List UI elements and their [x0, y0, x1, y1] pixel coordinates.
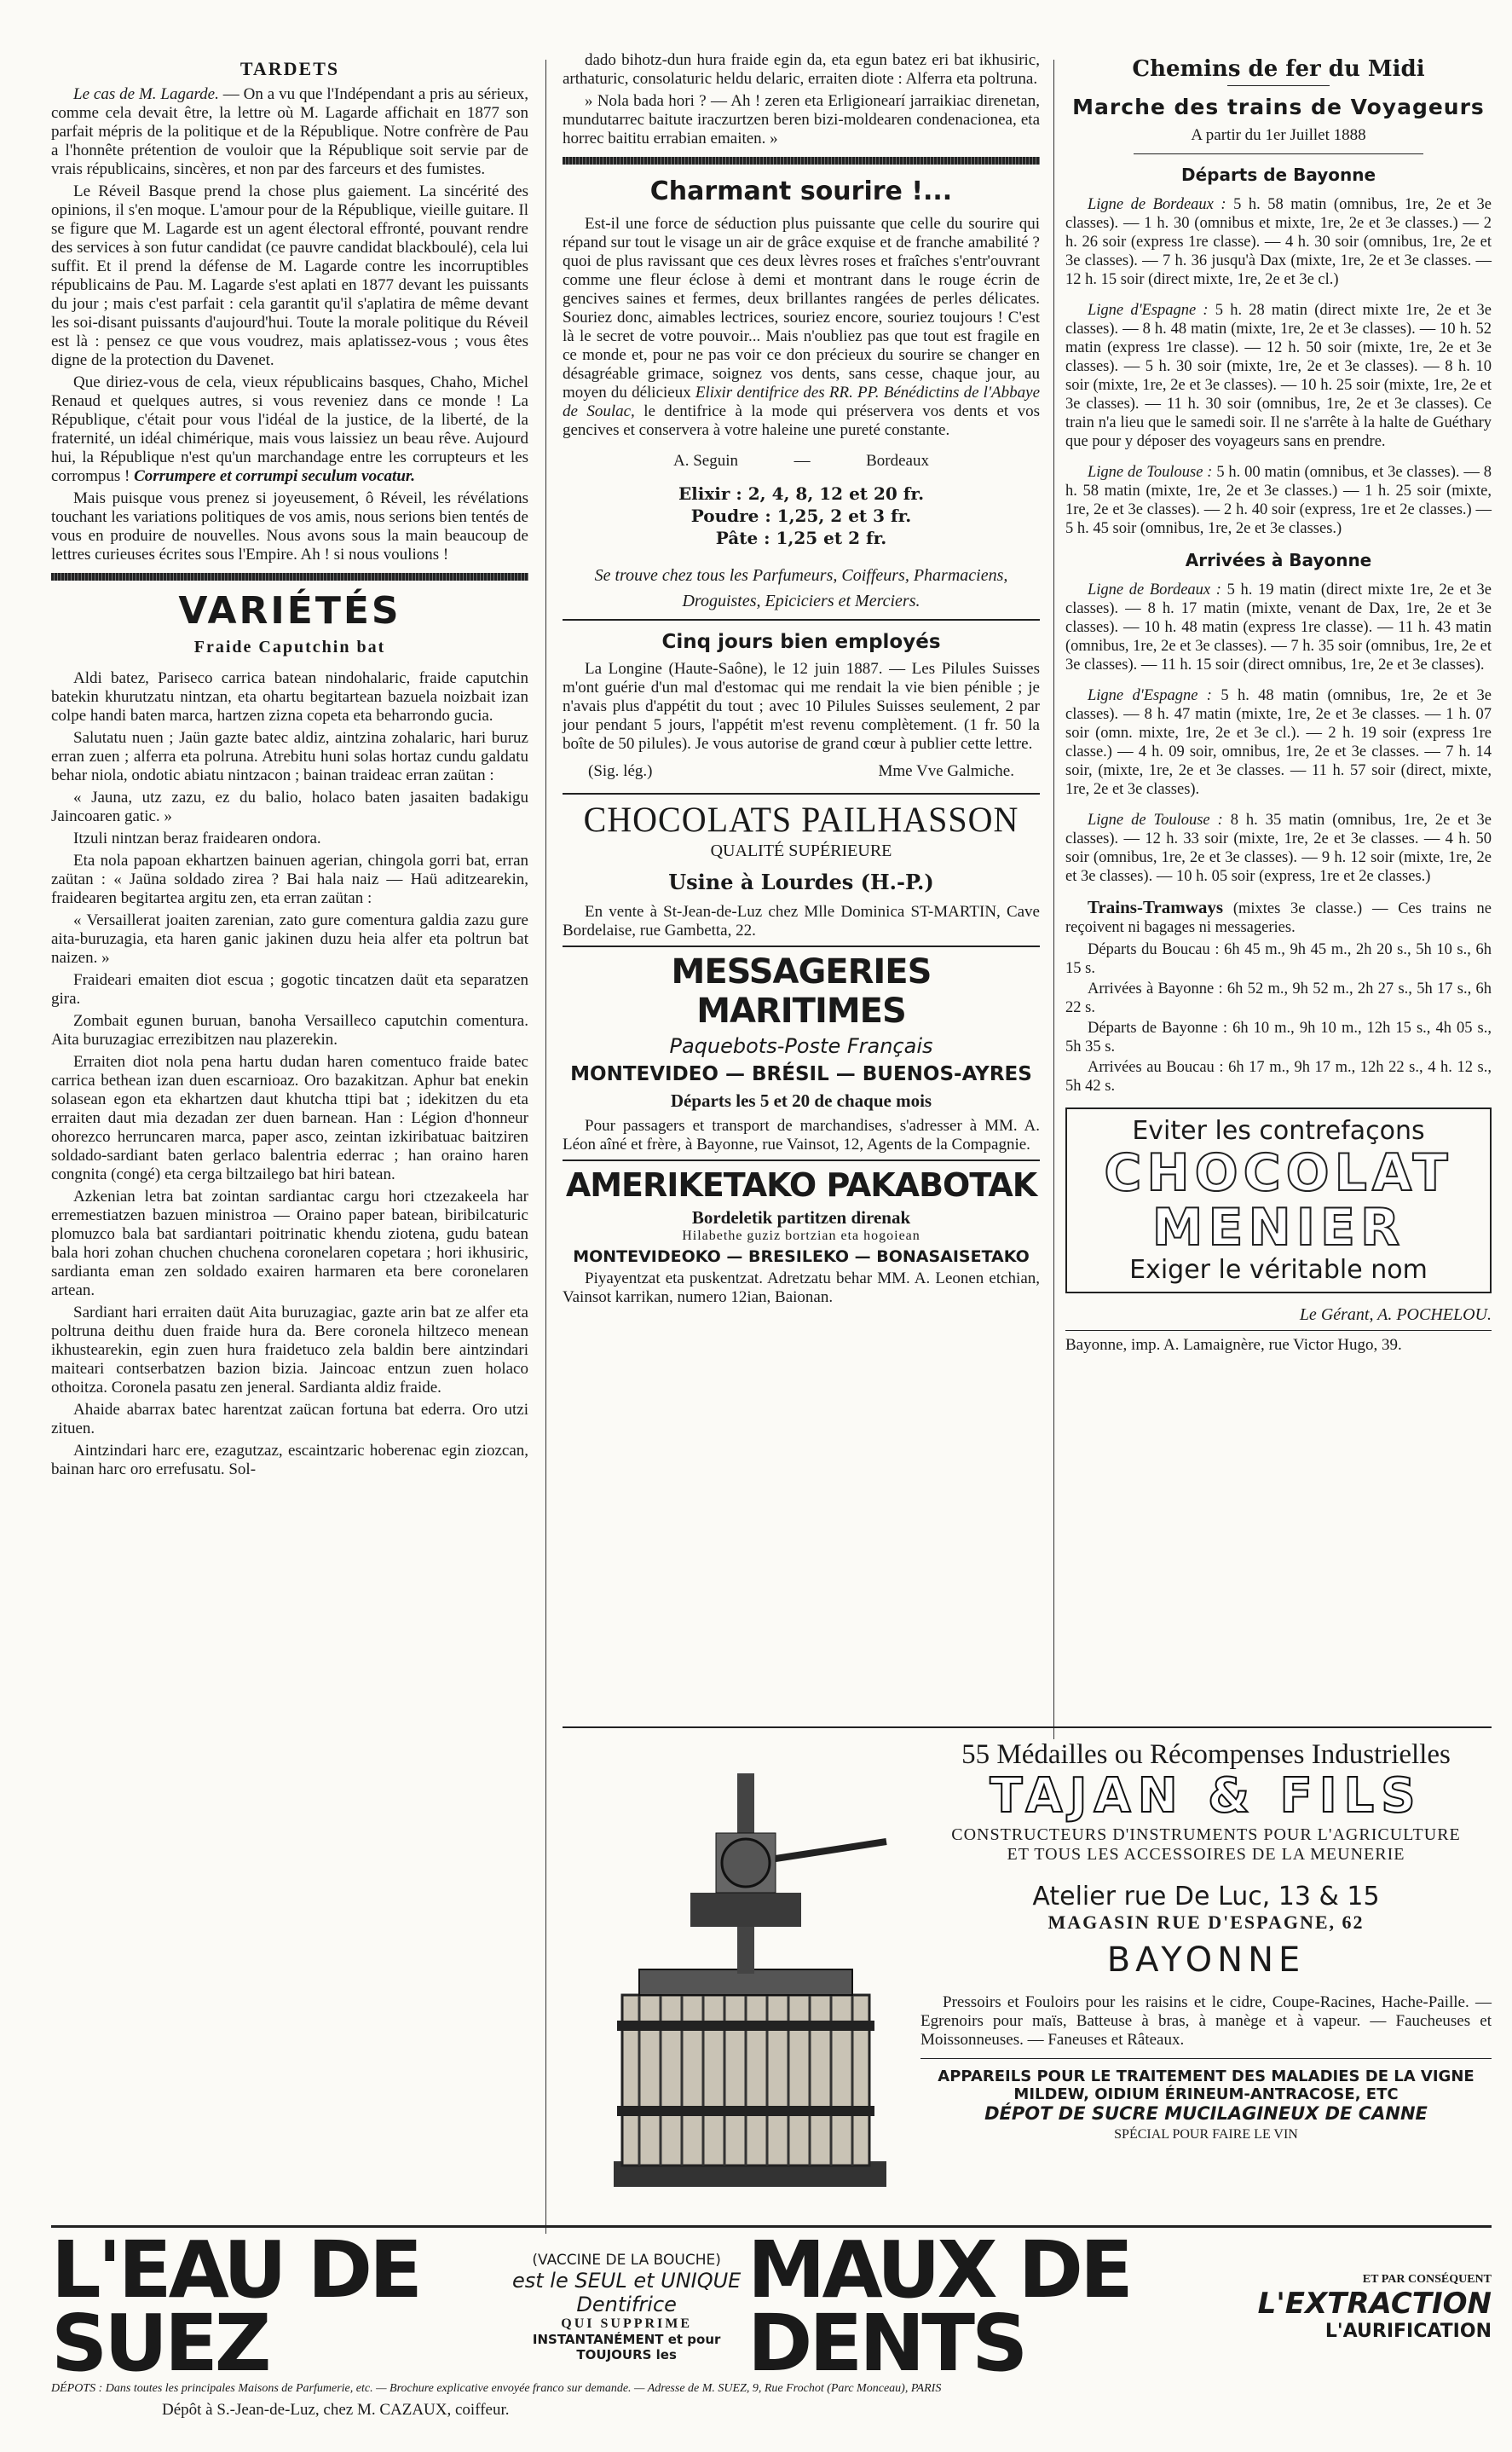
tajan-ad [920, 1739, 1492, 2143]
varietes-subheading: Fraide Caputchin bat [193, 638, 386, 656]
paragraph: Eta nola papoan ekhartzen bainuen agerian, chingola gorri bat, erran zaütan : « Jaüna soldado zirea ? Bai hala naiz — Haü aditzearekin, fraidearen begitartea argitu zen, eta erran zaütan : [51, 852, 528, 907]
column-rule [1053, 60, 1054, 1739]
tardets-paragraph: Le Réveil Basque prend la chose plus gaiement. La sincérité des opinions, il s'en moque. L'amour pour de la République, vieille guitare. Il se figure que M. Lagarde est un agent électoral effronté, pouvant rendre des services à son futur candidat (ce pauvre candidat blackboulé), cela lui suffit. Et il prend la défense de M. Lagarde contre les incorruptibles républicains de Pau. M. Lagarde s'est aplati en 1877 devant les puissants du jour ; mais c'est parfait : cela garantit qu'il s'aplatira de même devant les soi-disant puissants d'aujourd'hui. Toute la morale politique du Réveil est là : pensez ce que vous voudrez, mais aplatissez-vous ; vous êtes digne de la protection du Davenet. [51, 182, 528, 369]
gerant: Le Gérant, A. POCHELOU. [1299, 1305, 1492, 1324]
tajan-appareils: APPAREILS POUR LE TRAITEMENT DES MALADIES DE LA VIGNE [938, 2067, 1474, 2085]
tardets-paragraph: Mais puisque vous prenez si joyeusement, ô Réveil, les révélations touchant les variations politiques de vos amis, nous serions bien tentés de vous en produire de nouvelles. Nous avons sous la main beaucoup de lettres curieuses écrites sous l'Empire. Ah ! si nous voulions ! [51, 489, 528, 564]
tajan-magasin: MAGASIN RUE D'ESPAGNE, 62 [1047, 1911, 1365, 1933]
tajan-medals: 55 Médailles ou Récompenses Industrielles [961, 1739, 1451, 1770]
tajan-atelier: Atelier rue De Luc, 13 & 15 [1032, 1882, 1380, 1911]
paragraph: Fraideari emaiten diot escua ; gogotic tincatzen daüt eta separatzen gira. [51, 971, 528, 1008]
section-divider [51, 573, 528, 581]
chocolats-quality: QUALITÉ SUPÉRIEURE [710, 841, 892, 860]
arrivees-list [1065, 581, 1492, 886]
messageries-title: MESSAGERIES MARITIMES [671, 952, 932, 1031]
divider [563, 946, 1040, 947]
column-rule [545, 60, 546, 2234]
column-2 [563, 51, 1040, 1310]
divider [1134, 153, 1423, 154]
railway-header: Chemins de fer du Midi [1132, 56, 1425, 82]
menier-line1: Eviter les contrefaçons [1132, 1116, 1425, 1146]
amerike-routes: MONTEVIDEOKO — BRESILEKO — BONASAISETAKO [573, 1247, 1030, 1266]
charmant-heading: Charmant sourire !... [649, 176, 953, 206]
arrivee-line: Ligne de Toulouse : 8 h. 35 matin (omnibus, 1re, 2e et 3e classes). — 12 h. 33 soir (mixte, 1re, 2e et 3e classes. — 4 h. 50 soir (omnibus, 1re, 2e et 3e classes). — 9 h. 12 soir (mixte, 1re, 2e et 3e classes). — 10 h. 05 soir (express, 1re et 2e classes.) [1065, 812, 1492, 885]
paragraph: Aldi batez, Pariseco carrica batean nindohalaric, fraide caputchin batekin khurutzatu nintzan, eta ohartu begitartean bazuela noizbait izan colpe handi baten marca, hartzen zizna copeta eta beharrondo gucia. [51, 669, 528, 725]
messageries-text: Pour passagers et transport de marchandises, s'adresser à MM. A. Léon aîné et frère, à Bayonne, rue Vainsot, 12, Agents de la Compagnie. [563, 1117, 1040, 1154]
varietes-heading: VARIÉTÉS [178, 589, 401, 633]
paragraph: dado bihotz-dun hura fraide egin da, eta egun batez eri bat ikhusiric, arthaturic, consolaturic heldu delaric, erraiten diote : Alferra eta poltruna. [563, 51, 1040, 88]
divider [1227, 85, 1330, 86]
chocolats-factory: Usine à Lourdes (H.-P.) [668, 870, 934, 894]
column-3 [1065, 51, 1492, 1355]
chocolats-sale: En vente à St-Jean-de-Luz chez Mlle Dominica ST-MARTIN, Cave Bordelaise, rue Gambetta, 22. [563, 903, 1040, 940]
tramway-line: Départs de Bayonne : 6h 10 m., 9h 10 m., 12h 15 s., 4h 05 s., 5h 35 s. [1065, 1020, 1492, 1055]
tajan-city: BAYONNE [1106, 1940, 1306, 1980]
varietes-body [51, 669, 528, 1479]
suez-extraction-block: ET PAR CONSÉQUENT L'EXTRACTION L'AURIFICATION [1257, 2272, 1492, 2342]
tajan-title: TAJAN & FILS [990, 1768, 1423, 1824]
tajan-line2: ET TOUS LES ACCESSOIRES DE LA MEUNERIE [1007, 1845, 1405, 1864]
arrivee-line: Ligne de Bordeaux : 5 h. 19 matin (direct mixte 1re, 2e et 3e classes). — 8 h. 17 matin (mixte, venant de Dax, 1re, 2e et 3e classes). — 10 h. 48 matin (express 1re classe). — 11 h. 43 matin (omnibus, 1re, 2e et 3e classes). — 7 h. 35 soir (omnibus, 1re, 2e et 3e classes). — 11 h. 15 soir (direct omnibus, 1re, 2e et 3e classes). [1065, 581, 1492, 674]
paragraph: Azkenian letra bat zointan sardiantac cargu hori ctzezakeela har erremestiatzen bazuen ministroa — Oraino paper batean, biribilcaturic plomuzco bala bat sardiantari poitrinatic khendu ziotena, gudu batean bala hori zohan chuchen chuchena coronelaren copetara ; hori ikhusiric, sardianta eman zen soldado exairen harmaren eta bere coronelaren artean. [51, 1188, 528, 1299]
paragraph: « Versaillerat joaiten zarenian, zato gure comentura galdia zazu gure aita-buruzagia, eta haren ganic jakinen duzu heia alfer eta poltrun bat naizen. » [51, 911, 528, 967]
paragraph: Sardiant hari erraiten daüt Aita buruzagiac, gazte arin bat ze alfer eta poltruna deithu duen fraide hura da. Bere coronela hiltzeco menean ikhustearekin, egin zuen hura fraidetuco zela baldin bere aintzindari maiteari contserbatzen bazion bizia. Jaincoac entzun zuen holaco othoitza. Coronela pasatu zen jeneral. Sardianta aldiz fraide. [51, 1304, 528, 1397]
tajan-special: SPÉCIAL POUR FAIRE LE VIN [1114, 2127, 1298, 2142]
tajan-rule [563, 1726, 1492, 1728]
charmant-signature: A. Seguin — Bordeaux [673, 452, 929, 470]
tardets-paragraph: Le cas de M. Lagarde. — On a vu que l'Indépendant a pris au sérieux, comme cela devait être, la lettre où M. Lagarde affichait en 1877 son parfait mépris de la politique et de la République. Notre confrère de Pau a l'honnête prétention de vouloir que la République soit servie par de vrais républicains, sincères, et non par des farceurs et des fumistes. [51, 85, 528, 178]
paragraph: Itzuli nintzan beraz fraidearen ondora. [73, 830, 321, 847]
paragraph: Erraiten diot nola pena hartu dudan haren comentuco fraide batec carrica bethean izan duen escarnioaz. Oro bazakitzan. Aphur bat enekin solasean egon eta ekhartzen daut khutcha ttipi bat ; idekitzen du eta erraiten daut mia dezadan zer duen barnean. Han : Légion d'honneur ohorezco herruncaren marca, paper asco, zeintan izkiribatuac baitziren soldado-sardiant baten gerlaco balentria ederrac ; han oraino haren congnita (congé) eta cerga biltzailego bat hiri batean. [51, 1053, 528, 1183]
suez-right: MAUX DE DENTS [747, 2224, 1130, 2389]
suez-depot-local: Dépôt à S.-Jean-de-Luz, chez M. CAZAUX, coiffeur. [162, 2401, 510, 2419]
tramway-line: Départs du Boucau : 6h 45 m., 9h 45 m., 2h 20 s., 5h 10 s., 6h 15 s. [1065, 941, 1492, 977]
tajan-mildew: MILDEW, OIDIUM ÉRINEUM-ANTRACOSE, ETC [1013, 2085, 1399, 2103]
divider [563, 619, 1040, 621]
paragraph: Ahaide abarrax batec harentzat zaücan fortuna bat ederra. Oro utzi zituen. [51, 1401, 528, 1437]
amerike-sub: Bordeletik partitzen direnak [691, 1207, 911, 1228]
divider [563, 793, 1040, 795]
suez-ad [51, 2224, 1492, 2420]
price-pate: Pâte : 1,25 et 2 fr. [715, 528, 887, 548]
cinq-signature: (Sig. lég.) Mme Vve Galmiche. [588, 762, 1014, 780]
messageries-departs: Départs les 5 et 20 de chaque mois [670, 1090, 932, 1111]
amerike-text: Piyayentzat eta puskentzat. Adretzatu behar MM. A. Leonen etchian, Vainsot karrikan, numero 12ian, Baionan. [563, 1269, 1040, 1306]
price-elixir: Elixir : 2, 4, 8, 12 et 20 fr. [678, 483, 925, 504]
chocolats-title: CHOCOLATS PAILHASSON [583, 799, 1019, 841]
divider [1065, 1330, 1492, 1331]
paragraph: Zombait egunen buruan, banoha Versailleco caputchin comentura. Aita buruzagiac errezibitzen nau plazerekin. [51, 1012, 528, 1049]
menier-ad [1065, 1107, 1492, 1293]
suez-middle: (VACCINE DE LA BOUCHE) est le SEUL et UNIQUE Dentifrice QUI SUPPRIME INSTANTANÉMENT et pour TOUJOURS les [511, 2252, 742, 2362]
tramways-header: Trains-Tramways (mixtes 3e classe.) — Ces trains ne reçoivent ni bagages ni messageries. [1065, 897, 1492, 936]
column-1 [51, 51, 528, 1483]
railway-date: A partir du 1er Juillet 1888 [1191, 126, 1366, 144]
tramways-list [1065, 940, 1492, 1096]
paragraph: Aintzindari harc ere, ezagutzaz, escaintzaric hoberenac egin ziozcan, bainan harc oro errefusatu. Sol- [51, 1442, 528, 1478]
menier-line2: CHOCOLAT [1104, 1143, 1453, 1203]
amerike-line: Hilabethe guziz bortzian eta hogoiean [682, 1229, 920, 1243]
suez-left: L'EAU DE SUEZ [51, 2224, 419, 2389]
departs-title: Départs de Bayonne [1180, 165, 1376, 185]
departs-list [1065, 195, 1492, 538]
cinq-paragraph: La Longine (Haute-Saône), le 12 juin 1887. — Les Pilules Suisses m'ont guérie d'un mal d'estomac qui me rendait la vie bien pénible ; je n'avais plus d'appétit du tout ; avec 10 Pilules Suisses seulement, 2 par jour pendant 5 jours, l'appétit m'est revenu complètement. (1 fr. 50 la boîte de 50 pilules). Je vous autorise de grand cœur à publier cette lettre. [563, 660, 1040, 753]
depart-line: Ligne de Toulouse : 5 h. 00 matin (omnibus, et 3e classes). — 8 h. 58 matin (mixte, 1re, 2e et 3e classes.) — 1 h. 25 soir (mixte, 1re, 2e et 3e classes). — 2 h. 40 soir (express, 1re et 2e classes.) — 5 h. 45 soir (omnibus, 1re, 2e et 3e classes.) [1065, 464, 1492, 537]
paragraph: « Jauna, utz zazu, ez du balio, holaco baten jasaiten badakigu Jaincoaren gatic. » [51, 789, 528, 825]
menier-line4: Exiger le véritable nom [1129, 1255, 1428, 1285]
tajan-depot: DÉPOT DE SUCRE MUCILAGINEUX DE CANNE [984, 2103, 1428, 2124]
tardets-paragraph: Que diriez-vous de cela, vieux républicains basques, Chaho, Michel Renaud et quelques autres, si vous reveniez dans ce monde ! La République, c'était pour vous l'idéal de la justice, de la liberté, de la fraternité, un idéal chimérique, mais vous laissiez un beau rêve. Aujourd hui, la République n'est qu'un marchandage entre les corrupteurs et les corrompus ! Corrumpere et corrumpi seculum vocatur. [51, 373, 528, 485]
depart-line: Ligne de Bordeaux : 5 h. 58 matin (omnibus, 1re, 2e et 3e classes). — 1 h. 30 (omnibus et mixte, 1re, 2e et 3e classes.) — 2 h. 26 soir (express 1re classe). — 4 h. 30 soir (omnibus, 1re, 2e et 3e classes). — 7 h. 36 jusqu'à Dax (mixte, 1re, 2e et 3e classes. — 12 h. 15 soir (direct mixte, 1re, 2e et 3e cl.) [1065, 196, 1492, 288]
tajan-text: Pressoirs et Fouloirs pour les raisins et le cidre, Coupe-Racines, Hache-Paille. — Egrenoirs pour maïs, Batteuse à bras, à manège et à vapeur. — Faucheuses et Moissonneuses. — Faneuses et Râteaux. [920, 1993, 1492, 2049]
wine-press-illustration [563, 1739, 920, 2208]
tardets-heading: TARDETS [239, 58, 340, 79]
section-divider [563, 157, 1040, 165]
imprimerie: Bayonne, imp. A. Lamaignère, rue Victor Hugo, 39. [1065, 1336, 1402, 1354]
charmant-where: Se trouve chez tous les Parfumeurs, Coiffeurs, Pharmaciens, Droguistes, Epiciciers et Merciers. [594, 566, 1008, 610]
divider [563, 1159, 1040, 1161]
paragraph: » Nola bada hori ? — Ah ! zeren eta Erligionearí jarraikiac direnetan, mundutarrec baitute iraczurtzen beren bizi-moldearen condenacionea, eta horrec baititu errabian emaiten. » [563, 92, 1040, 147]
menier-line3: MENIER [1151, 1198, 1405, 1258]
arrivee-line: Ligne d'Espagne : 5 h. 48 matin (omnibus, 1re, 2e et 3e classes). — 8 h. 47 matin (mixte, 1re, 2e et 3e classes. — 1 h. 07 soir (omn. mixte, 1re, 2e et 3e cl.). — 2 h. 19 soir (express 1re classe.) — 4 h. 09 soir, omnibus, 1re, 2e et 3e classes. — 7 h. 14 soir, (mixte, 1re, 2e et 3e classes. — 11 h. 57 soir (direct, mixte, 1re, 2e et 3e classes). [1065, 687, 1492, 798]
cinq-heading: Cinq jours bien employés [661, 631, 941, 653]
wine-press-icon [563, 1739, 920, 2208]
depart-line: Ligne d'Espagne : 5 h. 28 matin (direct mixte 1re, 2e et 3e classes). — 8 h. 48 matin (mixte, 1re, 2e et 3e classes). — 10 h. 52 matin (express 1re classe). — 12 h. 50 soir (mixte, 1re, 2e et 3e classes). — 5 h. 30 soir (mixte, 1re, 2e et 3e classes). — 8 h. 10 soir (mixte, 1re, 2e et 3e classes). — 10 h. 25 soir (mixte, 1re, 2e et 3e classes). — 11 h. 30 soir (omnibus, 1re, 2e et 3e classes). Ce train n'a lieu que le samedi soir. Il ne s'arrête à la halte de Guéthary que pour y déposer des voyageurs sans en prendre. [1065, 302, 1492, 450]
price-poudre: Poudre : 1,25, 2 et 3 fr. [690, 506, 912, 526]
tajan-line1: CONSTRUCTEURS D'INSTRUMENTS POUR L'AGRICULTURE [951, 1825, 1461, 1844]
charmant-paragraph: Est-il une force de séduction plus puissante que celle du sourire qui répand sur tout le visage un air de grâce exquise et de franche amabilité ? quoi de plus ravissant que ces deux lèvres roses et fraîches s'entr'ouvrant comme une fleur éclose à demi et montrant dans le rouge écrin de gencives saines et fermes, deux brillantes rangées de perles délicates. Souriez donc, aimables lectrices, souriez encore, souriez toujours ! C'est là le secret de votre pouvoir... Mais n'oubliez pas que tout est fragile en ce monde et, pour ne pas voir ce don précieux du sourire se changer en désagréable grimace, soignez vos dents, sans cesse, chaque jour, au moyen du délicieux Elixir dentifrice des RR. PP. Bénédictins de l'Abbaye de Soulac, le dentifrice à la mode qui préservera vos dents et vos gencives et conservera à votre haleine une pureté constante. [563, 215, 1040, 439]
messageries-sub: Paquebots-Poste Français [669, 1034, 933, 1058]
tramway-line: Arrivées à Bayonne : 6h 52 m., 9h 52 m., 2h 27 s., 5h 17 s., 6h 22 s. [1065, 980, 1492, 1016]
railway-subheader: Marche des trains de Voyageurs [1072, 95, 1485, 119]
messageries-routes: MONTEVIDEO — BRÉSIL — BUENOS-AYRES [570, 1063, 1032, 1085]
paragraph: Salutatu nuen ; Jaün gazte batec aldiz, aintzina zohalaric, hari buruz erran zuen ; alferra eta polruna. Atrebitu huni solas hortaz cundu galdatu behar niola, ondotic abiatu nintzacon ; bainan traideac erran zaütan : [51, 729, 528, 784]
suez-depots: DÉPOTS : Dans toutes les principales Maisons de Parfumerie, etc. — Brochure explicative envoyée franco sur demande. — Adresse de M. SUEZ, 9, Rue Frochot (Parc Monceau), PARIS [51, 2382, 942, 2395]
tramway-line: Arrivées au Boucau : 6h 17 m., 9h 17 m., 12h 22 s., 4 h. 12 s., 5h 42 s. [1065, 1059, 1492, 1095]
arrivees-title: Arrivées à Bayonne [1185, 550, 1372, 570]
divider [920, 2058, 1492, 2059]
amerike-title: AMERIKETAKO PAKABOTAK [565, 1166, 1037, 1204]
varietes-continued [563, 51, 1040, 148]
